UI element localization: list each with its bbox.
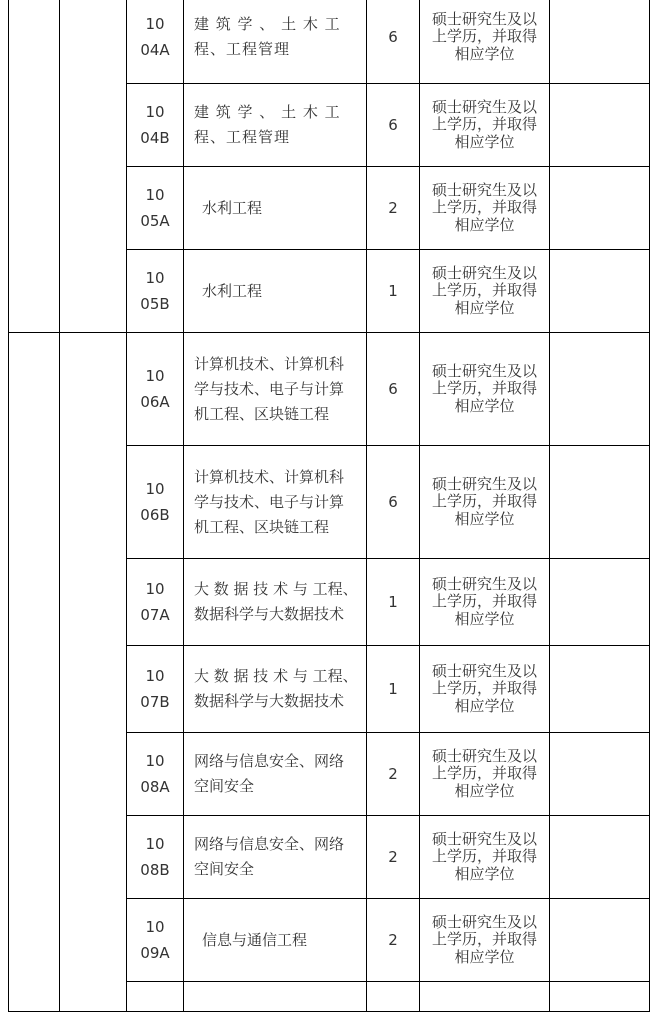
count-cell: 2 [367,899,420,982]
count-cell: 6 [367,446,420,559]
major-cell: 网络与信息安全、网络空间安全 [184,816,367,899]
position-code [127,559,184,646]
code-text: 10 07A [140,580,170,624]
next-notes-cell [550,982,650,1012]
table-row [9,333,650,446]
notes-cell [550,250,650,333]
table-row [9,0,650,84]
education-cell: 硕士研究生及以上学历，并取得相应学位 [420,733,550,816]
count-cell: 2 [367,167,420,250]
notes-cell [550,559,650,646]
count-cell: 2 [367,733,420,816]
group-cell-b [60,0,127,333]
position-code [127,333,184,446]
group-cell-b [60,333,127,1012]
code-text: 10 04A [140,15,170,59]
code-text: 10 08A [140,752,170,796]
notes-cell [550,646,650,733]
education-cell: 硕士研究生及以上学历，并取得相应学位 [420,646,550,733]
next-major-cell [184,982,367,1012]
count-cell: 1 [367,646,420,733]
position-code [127,733,184,816]
major-cell [184,84,367,167]
major-cell: 计算机技术、计算机科学与技术、电子与计算机工程、区块链工程 [184,446,367,559]
count-cell: 6 [367,84,420,167]
major-cell: 水利工程 [184,250,367,333]
position-code [127,446,184,559]
notes-cell [550,0,650,84]
position-code [127,0,184,84]
major-cell: 网络与信息安全、网络空间安全 [184,733,367,816]
education-cell: 硕士研究生及以上学历，并取得相应学位 [420,446,550,559]
count-cell: 6 [367,0,420,84]
notes-cell [550,899,650,982]
major-text: 大 数 据 技 术 与 工程、数据科学与大数据技术 [194,667,358,710]
major-cell: 信息与通信工程 [184,899,367,982]
next-code-cell [127,982,184,1012]
code-text: 10 06A [140,367,170,411]
position-code [127,899,184,982]
major-cell [184,646,367,733]
count-cell: 2 [367,816,420,899]
code-text: 10 06B [140,480,170,524]
education-cell: 硕士研究生及以上学历，并取得相应学位 [420,899,550,982]
position-code [127,250,184,333]
major-text: 大 数 据 技 术 与 工程、数据科学与大数据技术 [194,580,358,623]
major-cell: 计算机技术、计算机科学与技术、电子与计算机工程、区块链工程 [184,333,367,446]
education-cell: 硕士研究生及以上学历，并取得相应学位 [420,816,550,899]
code-text: 10 09A [140,918,170,962]
major-text: 建 筑 学 、 土 木 工程、工程管理 [194,15,341,58]
education-cell: 硕士研究生及以上学历，并取得相应学位 [420,250,550,333]
group-cell-a [9,0,60,333]
count-cell: 6 [367,333,420,446]
education-cell: 硕士研究生及以上学历，并取得相应学位 [420,167,550,250]
recruitment-table [8,0,650,1012]
major-text: 建 筑 学 、 土 木 工程、工程管理 [194,103,341,146]
position-code [127,816,184,899]
major-cell: 水利工程 [184,167,367,250]
education-cell: 硕士研究生及以上学历，并取得相应学位 [420,333,550,446]
code-text: 10 08B [140,835,170,879]
count-cell: 1 [367,559,420,646]
group-cell-a [9,333,60,1012]
position-code [127,646,184,733]
notes-cell [550,84,650,167]
major-cell [184,0,367,84]
education-cell: 硕士研究生及以上学历，并取得相应学位 [420,559,550,646]
code-text: 10 07B [140,667,170,711]
notes-cell [550,333,650,446]
notes-cell [550,167,650,250]
code-text: 10 05B [140,269,170,313]
education-cell: 硕士研究生及以上学历，并取得相应学位 [420,0,550,84]
notes-cell [550,446,650,559]
code-text: 10 04B [140,103,170,147]
notes-cell [550,816,650,899]
next-count-cell [367,982,420,1012]
major-cell [184,559,367,646]
next-education-cell [420,982,550,1012]
count-cell: 1 [367,250,420,333]
education-cell: 硕士研究生及以上学历，并取得相应学位 [420,84,550,167]
position-code [127,84,184,167]
code-text: 10 05A [140,186,170,230]
notes-cell [550,733,650,816]
position-code [127,167,184,250]
